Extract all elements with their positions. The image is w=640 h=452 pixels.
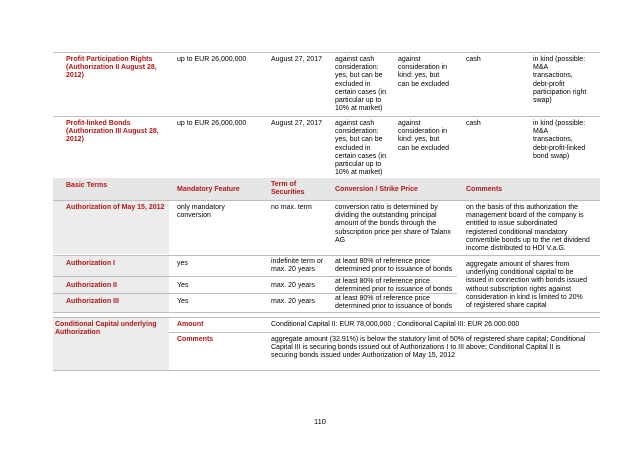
mandatory-feature-heading: Mandatory Feature bbox=[177, 186, 240, 193]
row-divider bbox=[53, 293, 457, 294]
auth-iii-term: max. 20 years bbox=[271, 298, 315, 305]
row-divider bbox=[53, 312, 600, 313]
conversion-price-heading: Conversion / Strike Price bbox=[335, 186, 418, 193]
auth-i-label: Authorization I bbox=[66, 260, 115, 267]
ppr-cash-consideration: against cash consideration: yes, but can be excluded in certain cases (in particular up to 10% at market) bbox=[335, 56, 386, 113]
auth-ii-conversion: at least 80% of reference price determined prior to issuance of bonds bbox=[335, 278, 453, 294]
may-term: no max. term bbox=[271, 204, 312, 211]
row-divider bbox=[53, 276, 457, 277]
plb-cash-consideration: against cash consideration: yes, but can be excluded in certain cases (in particular up to 10% at market) bbox=[335, 120, 386, 177]
page-number: 110 bbox=[314, 417, 326, 426]
row-divider bbox=[53, 52, 600, 53]
auth-ii-mandatory: Yes bbox=[177, 282, 189, 289]
cond-amount-label: Amount bbox=[177, 321, 204, 328]
may-comments: on the basis of this authorization the management board of the company is entitled to issue subordinated registered conditional mandatory convertible bonds up to the net dividend income distributed to HDI V.a.G. bbox=[466, 204, 590, 253]
cond-comments-value: aggregate amount (32.91%) is below the statutory limit of 50% of registered share capital; Conditional Capital III is securing bonds issued out of Authorizations I to III above; Conditional Capital II is securing bonds issued under Authorization of May 15, 2012 bbox=[271, 336, 586, 360]
cond-amount-value: Conditional Capital II: EUR 78,000,000 ; Conditional Capital III: EUR 26.000.000 bbox=[271, 321, 520, 328]
plb-kind-consideration: against consideration in kind: yes, but can be excluded bbox=[398, 120, 449, 152]
auth-i-term: indefinite term or max. 20 years bbox=[271, 258, 324, 274]
may-conversion: conversion ratio is determined by dividing the outstanding principal amount of the bonds through the subscription price per share of Talanx AG bbox=[335, 204, 451, 244]
auth-i-conversion: at least 80% of reference price determined prior to issuance of bonds bbox=[335, 258, 453, 274]
row-divider bbox=[169, 332, 600, 333]
ppr-label: Profit Participation Rights (Authorization II August 28, 2012) bbox=[66, 56, 157, 80]
cond-capital-label: Conditional Capital underlying Authorization bbox=[55, 321, 157, 337]
basic-terms-heading: Basic Terms bbox=[66, 182, 108, 189]
plb-amount: up to EUR 26,000,000 bbox=[177, 120, 247, 127]
auth-i-mandatory: yes bbox=[177, 260, 188, 267]
row-divider bbox=[53, 317, 600, 318]
auth-comment: aggregate amount of shares from underlying conditional capital to be issued in connection with bonds issued without subscription rights against consideration in kind is limited to 20% of registered share capital bbox=[466, 261, 588, 310]
auth-ii-term: max. 20 years bbox=[271, 282, 315, 289]
auth-ii-label: Authorization II bbox=[66, 282, 117, 289]
ppr-kind-consideration: against consideration in kind: yes, but can be excluded bbox=[398, 56, 449, 88]
comments-heading: Comments bbox=[466, 186, 503, 193]
row-divider bbox=[53, 200, 600, 201]
auth-iii-conversion: at least 80% of reference price determined prior to issuance of bonds bbox=[335, 295, 453, 311]
may-mandatory: only mandatory conversion bbox=[177, 204, 225, 220]
ppr-date: August 27, 2017 bbox=[271, 56, 322, 63]
auth-iii-mandatory: Yes bbox=[177, 298, 189, 305]
term-of-securities-heading: Term of Securities bbox=[271, 181, 305, 197]
row-divider bbox=[53, 255, 600, 256]
row-divider bbox=[53, 116, 600, 117]
row-divider bbox=[53, 370, 600, 371]
auth-iii-label: Authorization III bbox=[66, 298, 119, 305]
may-label: Authorization of May 15, 2012 bbox=[66, 204, 165, 211]
ppr-cash: cash bbox=[466, 56, 481, 63]
plb-date: August 27, 2017 bbox=[271, 120, 322, 127]
plb-in-kind: in kind (possible: M&A transactions, debt-profit-linked bond swap) bbox=[533, 120, 586, 160]
terms-header-band bbox=[53, 178, 600, 200]
ppr-in-kind: in kind (possible: M&A transactions, debt-profit participation right swap) bbox=[533, 56, 587, 105]
plb-cash: cash bbox=[466, 120, 481, 127]
plb-label: Profit-linked Bonds (Authorization III August 28, 2012) bbox=[66, 120, 159, 144]
ppr-amount: up to EUR 26,000,000 bbox=[177, 56, 247, 63]
cond-comments-label: Comments bbox=[177, 336, 214, 343]
